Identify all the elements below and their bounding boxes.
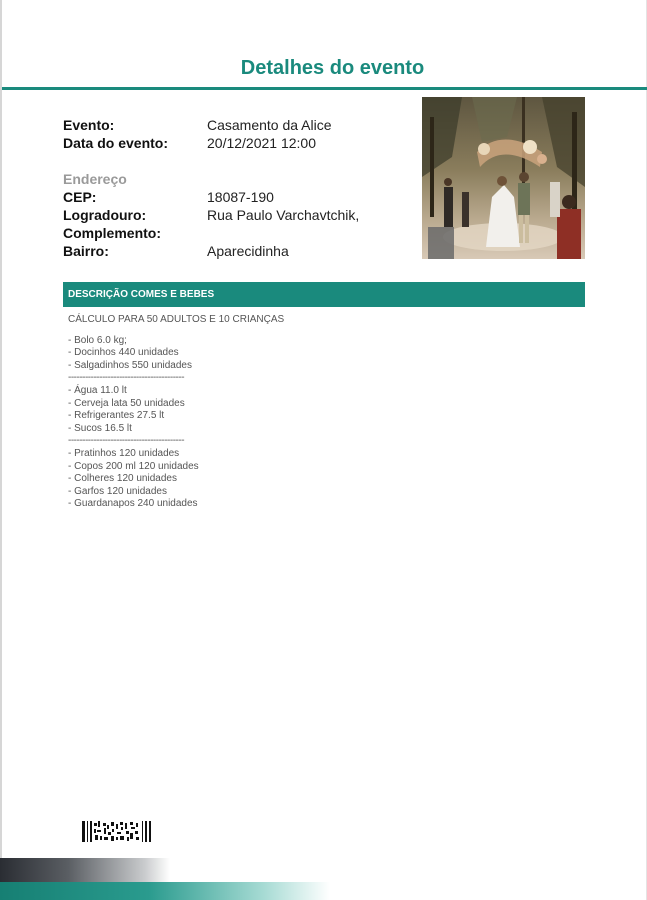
supplies-list <box>68 448 284 511</box>
list-item: - Copos 200 ml 120 unidades <box>68 460 199 472</box>
list-item: - Colheres 120 unidades <box>68 473 177 485</box>
event-row <box>63 116 359 134</box>
cep-label: CEP: <box>63 189 97 205</box>
neighborhood-value: Aparecidinha <box>207 243 289 259</box>
list-item: - Pratinhos 120 unidades <box>68 447 180 459</box>
event-date-row <box>63 134 359 152</box>
food-list <box>68 335 284 373</box>
list-separator: ----------------------------------------- <box>68 435 185 447</box>
cep-value: 18087-190 <box>207 189 274 205</box>
address-heading: Endereço <box>63 171 127 187</box>
event-date-value: 20/12/2021 12:00 <box>207 135 316 151</box>
event-photo <box>422 97 585 259</box>
event-date-label: Data do evento: <box>63 135 169 151</box>
title-divider <box>2 87 647 90</box>
footer-decoration <box>0 882 330 900</box>
complement-label: Complemento: <box>63 225 161 241</box>
neighborhood-row <box>63 242 359 260</box>
cep-row <box>63 188 359 206</box>
street-value: Rua Paulo Varchavtchik, <box>207 207 360 223</box>
list-item: - Garfos 120 unidades <box>68 485 167 497</box>
neighborhood-label: Bairro: <box>63 243 109 259</box>
event-value: Casamento da Alice <box>207 117 332 133</box>
description-subtitle: CÁLCULO PARA 50 ADULTOS E 10 CRIANÇAS <box>68 314 285 325</box>
page-border <box>0 0 2 900</box>
list-item: - Guardanapos 240 unidades <box>68 498 198 510</box>
list-item: - Docinhos 440 unidades <box>68 347 179 359</box>
complement-row <box>63 224 359 242</box>
event-label: Evento: <box>63 117 115 133</box>
event-info <box>63 116 359 260</box>
footer-decoration <box>0 858 170 882</box>
street-label: Logradouro: <box>63 207 147 223</box>
list-separator: ----------------------------------------- <box>68 372 185 384</box>
list-item: - Salgadinhos 550 unidades <box>68 359 192 371</box>
list-item: - Sucos 16.5 lt <box>68 422 132 434</box>
document-title: Detalhes do evento <box>240 57 425 79</box>
list-item: - Refrigerantes 27.5 lt <box>68 410 165 422</box>
list-item: - Bolo 6.0 kg; <box>68 334 127 346</box>
barcode-icon <box>82 821 151 842</box>
drinks-list <box>68 385 284 435</box>
description-body <box>68 314 284 511</box>
street-row <box>63 206 359 224</box>
list-item: - Cerveja lata 50 unidades <box>68 397 185 409</box>
list-item: - Água 11.0 lt <box>68 384 127 396</box>
description-heading: DESCRIÇÃO COMES E BEBES <box>63 282 585 307</box>
